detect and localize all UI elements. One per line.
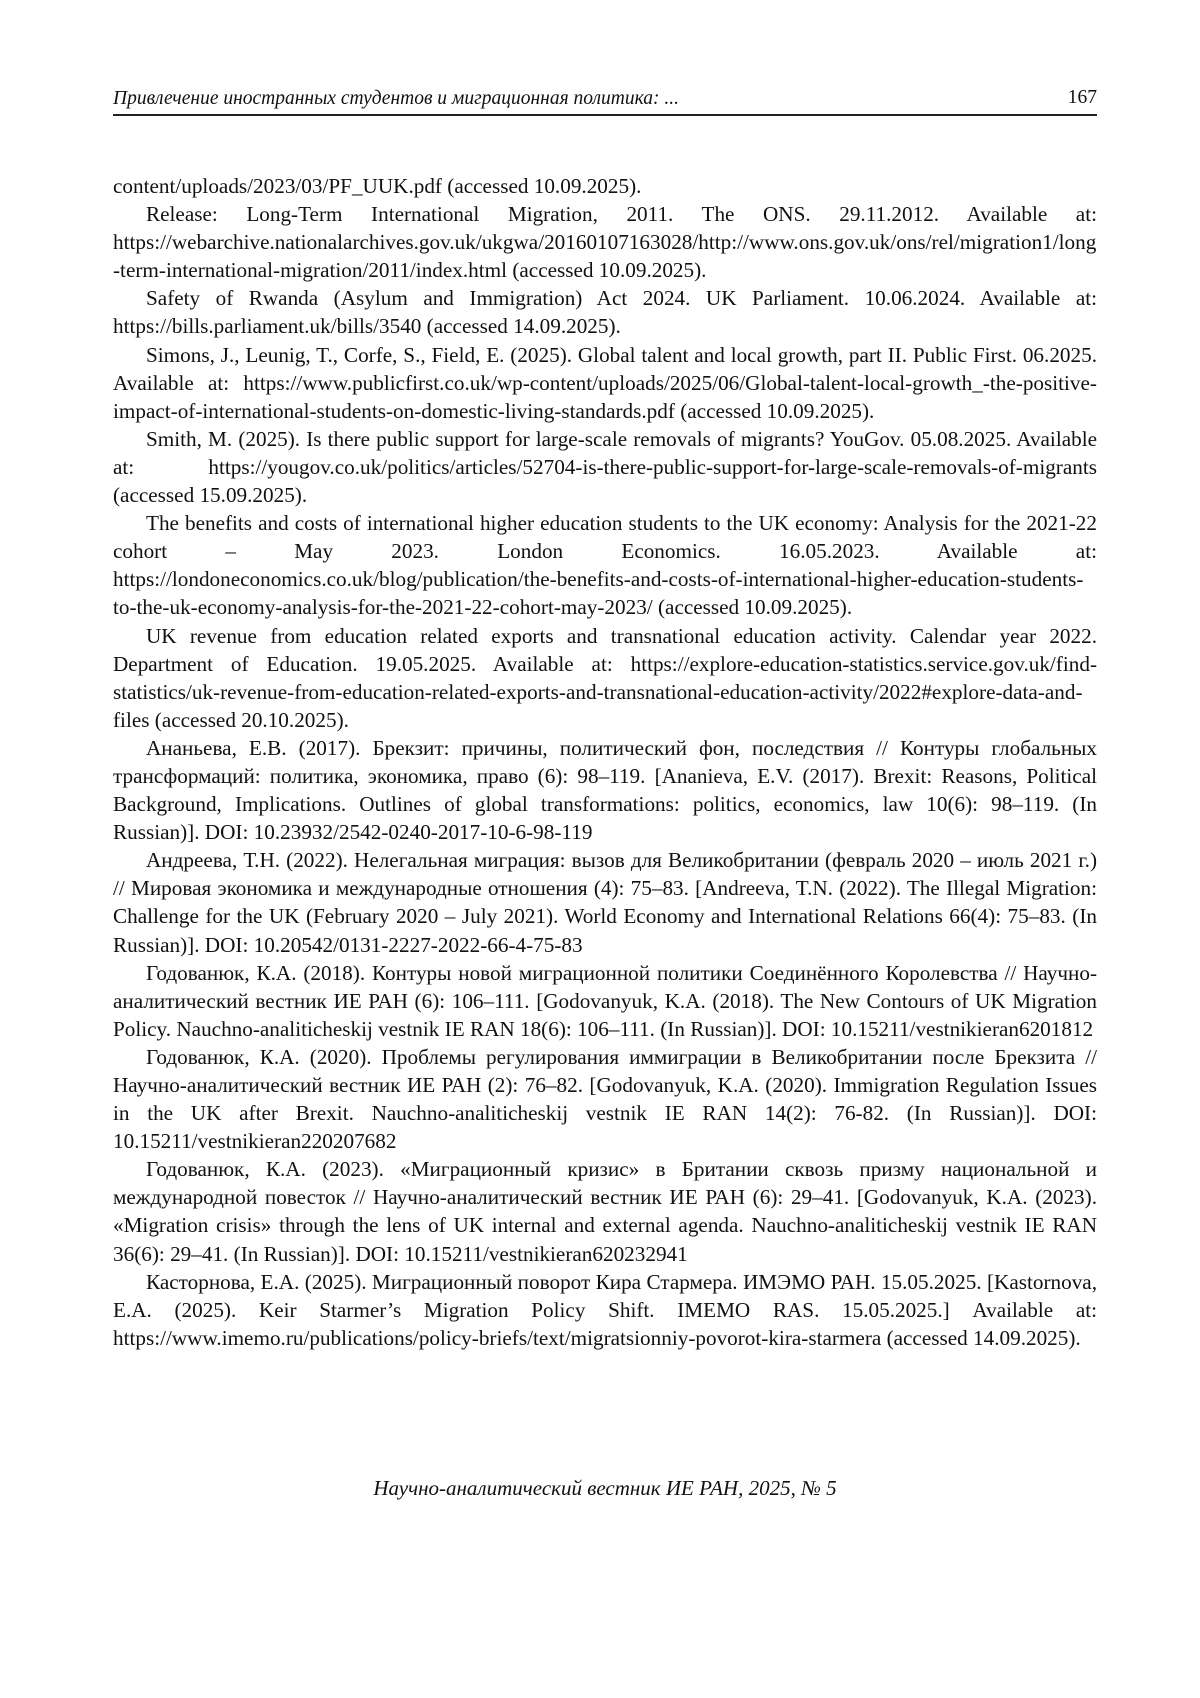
reference-item: Годованюк, К.А. (2018). Контуры новой миграционной политики Соединённого Королевства // Научно-аналитический вестник ИЕ РАН (6): 106–111. [Godovanyuk, K.A. (2018). The New Contours of UK Migration Policy. Nauchno-analiticheskij vestnik IE RAN 18(6): 106–111. (In Russian)]. DOI: 10.15211/vestnikieran6201812 (113, 960, 1097, 1041)
reference-item: Касторнова, Е.А. (2025). Миграционный поворот Кира Стармера. ИМЭМО РАН. 15.05.2025. [Kastornova, E.A. (2025). Keir Starmer’s Migration Policy Shift. IMEMO RAS. 15.05.2025.] Available at: https://www.imemo.ru/publications/policy-briefs/text/migratsionniy-povorot-kira-starmera (accessed 14.09.2025). (113, 1269, 1097, 1350)
reference-item: Ананьева, Е.В. (2017). Брекзит: причины, политический фон, последствия // Контуры глобальных трансформаций: политика, экономика, право (6): 98–119. [Ananieva, E.V. (2017). Brexit: Reasons, Political Background, Implications. Outlines of global transformations: politics, economics, law 10(6): 98–119. (In Russian)]. DOI: 10.23932/2542-0240-2017-10-6-98-119 (113, 735, 1097, 845)
reference-item: Годованюк, К.А. (2020). Проблемы регулирования иммиграции в Великобритании после Брекзита // Научно-аналитический вестник ИЕ РАН (2): 76–82. [Godovanyuk, K.A. (2020). Immigration Regulation Issues in the UK after Brexit. Nauchno-analiticheskij vestnik IE RAN 14(2): 76-82. (In Russian)]. DOI: 10.15211/vestnikieran220207682 (113, 1044, 1097, 1154)
reference-item: Simons, J., Leunig, T., Corfe, S., Field, E. (2025). Global talent and local growth, part II. Public First. 06.2025. Available at: https://www.publicfirst.co.uk/wp-content/uploads/2025/06/Global-talent-local-growth_-the-positive-impact-of-international-students-on-domestic-living-standards.pdf (accessed 10.09.2025). (113, 342, 1097, 423)
reference-item: Release: Long-Term International Migration, 2011. The ONS. 29.11.2012. Available at: https://webarchive.nationalarchives.gov.uk/ukgwa/20160107163028/http://www.ons.gov.uk/ons/rel/migration1/long-term-international-migration/2011/index.html (accessed 10.09.2025). (113, 202, 1097, 283)
reference-item: The benefits and costs of international higher education students to the UK economy: Analysis for the 2021-22 cohort – May 2023. London Economics. 16.05.2023. Available at: https://londoneconomics.co.uk/blog/publication/the-benefits-and-costs-of-international-higher-education-students-to-the-uk-economy-analysis-for-the-2021-22-cohort-may-2023/ (accessed 10.09.2025). (113, 511, 1097, 620)
reference-item: content/uploads/2023/03/PF_UUK.pdf (accessed 10.09.2025). (113, 174, 642, 198)
journal-footer: Научно-аналитический вестник ИЕ РАН, 2025, № 5 (373, 1476, 837, 1500)
reference-item: Safety of Rwanda (Asylum and Immigration) Act 2024. UK Parliament. 10.06.2024. Available at: https://bills.parliament.uk/bills/3540 (accessed 14.09.2025). (113, 286, 1097, 339)
running-title: Привлечение иностранных студентов и миграционная политика: ... (113, 88, 679, 109)
reference-item: Годованюк, К.А. (2023). «Миграционный кризис» в Британии сквозь призму национальной и международной повесток // Научно-аналитический вестник ИЕ РАН (6): 29–41. [Godovanyuk, K.A. (2023). «Migration crisis» through the lens of UK internal and external agenda. Nauchno-analiticheskij vestnik IE RAN 36(6): 29–41. (In Russian)]. DOI: 10.15211/vestnikieran620232941 (113, 1157, 1097, 1266)
page-header (113, 80, 1097, 116)
reference-list (113, 172, 1097, 1352)
reference-item: Андреева, Т.Н. (2022). Нелегальная миграция: вызов для Великобритании (февраль 2020 – июль 2021 г.) // Мировая экономика и международные отношения (4): 75–83. [Andreeva, T.N. (2022). The Illegal Migration: Challenge for the UK (February 2020 – July 2021). World Economy and International Relations 66(4): 75–83. (In Russian)]. DOI: 10.20542/0131-2227-2022-66-4-75-83 (113, 848, 1097, 957)
reference-item: Smith, M. (2025). Is there public support for large-scale removals of migrants? YouGov. 05.08.2025. Available at: https://yougov.co.uk/politics/articles/52704-is-there-public-support-for-large-scale-removals-of-migrants (accessed 15.09.2025). (113, 426, 1097, 508)
page-number: 167 (1067, 87, 1097, 108)
reference-item: UK revenue from education related exports and transnational education activity. Calendar year 2022. Department of Education. 19.05.2025. Available at: https://explore-education-statistics.service.gov.uk/find-statistics/uk-revenue-from-education-related-exports-and-transnational-education-activity/2022#explore-data-and-files (accessed 20.10.2025). (113, 623, 1097, 732)
